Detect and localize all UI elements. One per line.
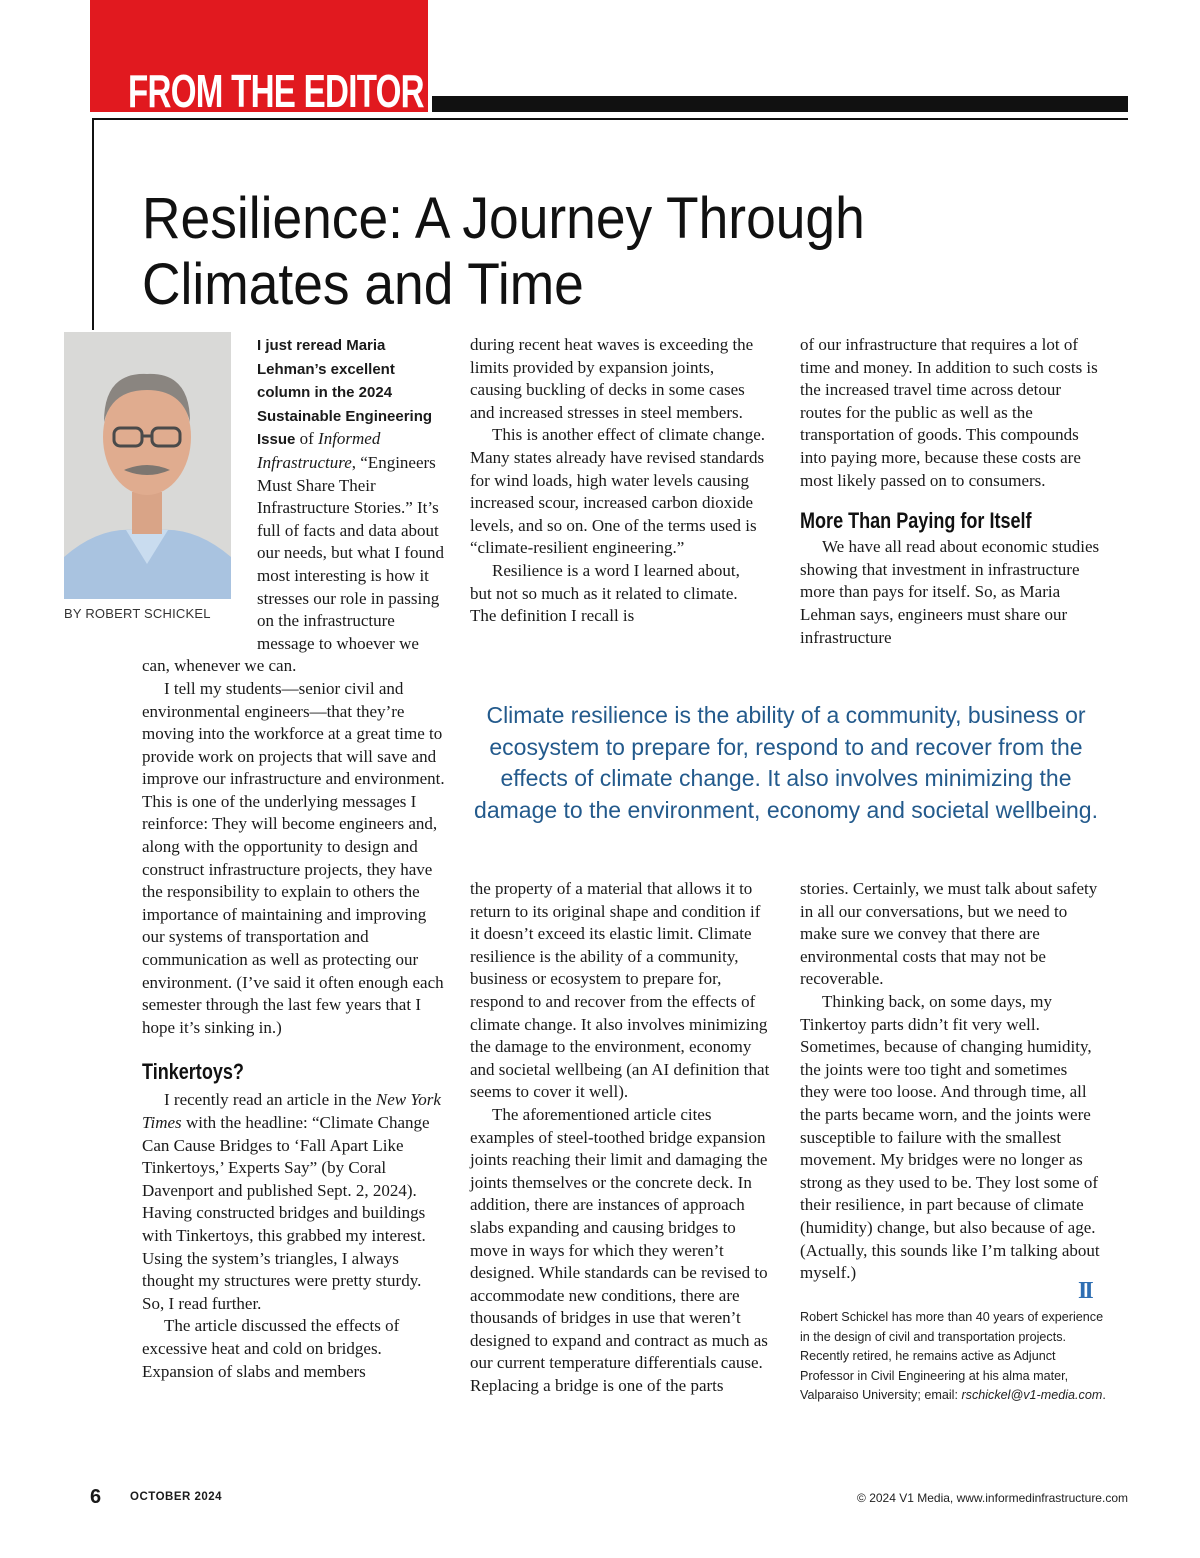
end-mark-icon: II: [1078, 1278, 1091, 1304]
section-label: FROM THE EDITOR: [128, 65, 424, 117]
col3-bottom-paragraph-1: stories. Certainly, we must talk about safety in all our conversations, but we need to make sure we convey that there are environmental costs that may not be recoverable.: [800, 879, 1098, 989]
title-line-1: Resilience: A Journey Through: [142, 186, 865, 251]
frame-rule-vertical: [92, 118, 94, 330]
column-3-bottom: [800, 878, 1100, 1285]
frame-rule-horizontal: [92, 118, 1128, 120]
lead-rest: , “Engineers Must Share Their Infrastructure Stories.” It’s full of facts and data about our needs, but what I found most interesting is how it stresses our role in passing on the infrastructure message to whoever we can, whenever we can.: [142, 452, 444, 676]
article-title: [142, 186, 970, 318]
col2-top-paragraph-2: This is another effect of climate change. Many states already have revised standards for wind loads, high water levels causing increased scour, increased carbon dioxide levels, and so on. One of the terms used is “climate-resilient engineering.”: [470, 425, 765, 558]
col1-paragraph-3: [142, 1089, 447, 1315]
lead-of: of: [295, 429, 319, 449]
col3-top-paragraph-1: of our infrastructure that requires a lot of time and money. In addition to such costs is the increased travel time across detour routes for the public as well as the transportation of goods. This compounds into paying more, because these costs are most likely passed on to consumers.: [800, 335, 1098, 490]
bio-email[interactable]: rschickel@v1-media.com: [961, 1388, 1103, 1402]
column-2-top: [470, 334, 765, 628]
bio-text: Robert Schickel has more than 40 years of experience in the design of civil and transportation projects. Recently retired, he remains active as Adjunct Professor in Civil Engineering at his alma mater, Valparaiso University; email:: [800, 1310, 1104, 1402]
col1-paragraph-2: I tell my students—senior civil and environmental engineers—that they’re moving into the workforce at a great time to provide work on projects that will save and improve our infrastructure and environment. This is one of the underlying messages I reinforce: They will become engineers and, along with the opportunity to design and construct infrastructure projects, they have the responsibility to explain to others the importance of maintaining and improving our systems of transportation and communication as well as protecting our environment. (I’ve said it often enough each semester through the last few years that I hope it’s sinking in.): [142, 678, 445, 1037]
byline: BY ROBERT SCHICKEL: [64, 606, 211, 621]
page-number: 6: [90, 1486, 102, 1508]
col3-bottom-paragraph-2: Thinking back, on some days, my Tinkertoy parts didn’t fit very well. Sometimes, because of changing humidity, the joints were too tight and sometimes they were too loose. And through time, all the parts became worn, and the joints were susceptible to failure with the smallest movement. My bridges were no longer as strong as they used to be. They lost some of their resilience, in part because of climate (humidity) change, but also because of age. (Actually, this sounds like I’m talking about myself.): [800, 991, 1100, 1283]
col2-top-paragraph-3: Resilience is a word I learned about, but not so much as it related to climate. The definition I recall is: [470, 560, 740, 626]
col2-bottom-paragraph-2: The aforementioned article cites examples of steel-toothed bridge expansion joints reaching their limit and damaging the joints themselves or the concrete deck. In addition, there are instances of approach slabs expanding and causing bridges to move in ways for which they weren’t designed. While standards can be revised to accommodate new conditions, there are thousands of bridges in use that weren’t designed to expand and contract as much as our current temperature differentials cause. Replacing a bridge is one of the parts: [470, 1104, 768, 1396]
col1-paragraph-4: The article discussed the effects of excessive heat and cold on bridges. Expansion of slabs and members: [142, 1316, 400, 1381]
p3-newspaper: New York Times: [142, 1090, 441, 1132]
col2-bottom-paragraph-1: the property of a material that allows it to return to its original shape and condition if it doesn’t exceed its elastic limit. Climate resilience is the ability of a community, business or ecosystem to prepare for, respond to and recover from the effects of climate change. It also involves minimizing the damage to the environment, economy and societal wellbeing (an AI definition that seems to cover it well).: [470, 879, 770, 1102]
photo-float: [142, 334, 257, 644]
header-rule: [432, 96, 1128, 112]
col2-top-paragraph-1: during recent heat waves is exceeding the limits provided by expansion joints, causing buckling of decks in some cases and increased stresses in steel members.: [470, 335, 754, 422]
issue-date: OCTOBER 2024: [130, 1491, 223, 1503]
lead-bold: I just reread Maria Lehman’s excellent column in the 2024 Sustainable Engineering Issue: [257, 337, 433, 449]
lead-publication: Informed Infrastructure: [257, 429, 381, 472]
bio-end: .: [1102, 1388, 1106, 1402]
pull-quote: Climate resilience is the ability of a community, business or ecosystem to prepare for, respond to and recover from the effects of climate change. It also involves minimizing the damage to the environment, economy and societal wellbeing.: [474, 702, 1098, 823]
p3-start: I recently read an article in the: [164, 1090, 376, 1110]
author-bio: [800, 1308, 1110, 1406]
col3-top-paragraph-2: We have all read about economic studies showing that investment in infrastructure more than pays for itself. So, as Maria Lehman says, engineers must share our infrastructure: [800, 537, 1100, 647]
column-2-bottom: [470, 878, 770, 1398]
copyright: © 2024 V1 Media, www.informedinfrastructure.com: [857, 1491, 1128, 1505]
column-3-top: [800, 334, 1100, 649]
column-1-lead: [142, 334, 447, 1383]
title-line-2: Climates and Time: [142, 252, 584, 317]
subhead-paying-for-itself: More Than Paying for Itself: [800, 508, 1032, 534]
p3-rest: with the headline: “Climate Change Can Cause Bridges to ‘Fall Apart Like Tinkertoys,’ Experts Say” (by Coral Davenport and published Sept. 2, 2024). Having constructed bridges and buildings with Tinkertoys, this grabbed my interest. Using the system’s triangles, I always thought my structures were pretty sturdy. So, I read further.: [142, 1113, 430, 1313]
subhead-tinkertoys: Tinkertoys?: [142, 1059, 244, 1085]
